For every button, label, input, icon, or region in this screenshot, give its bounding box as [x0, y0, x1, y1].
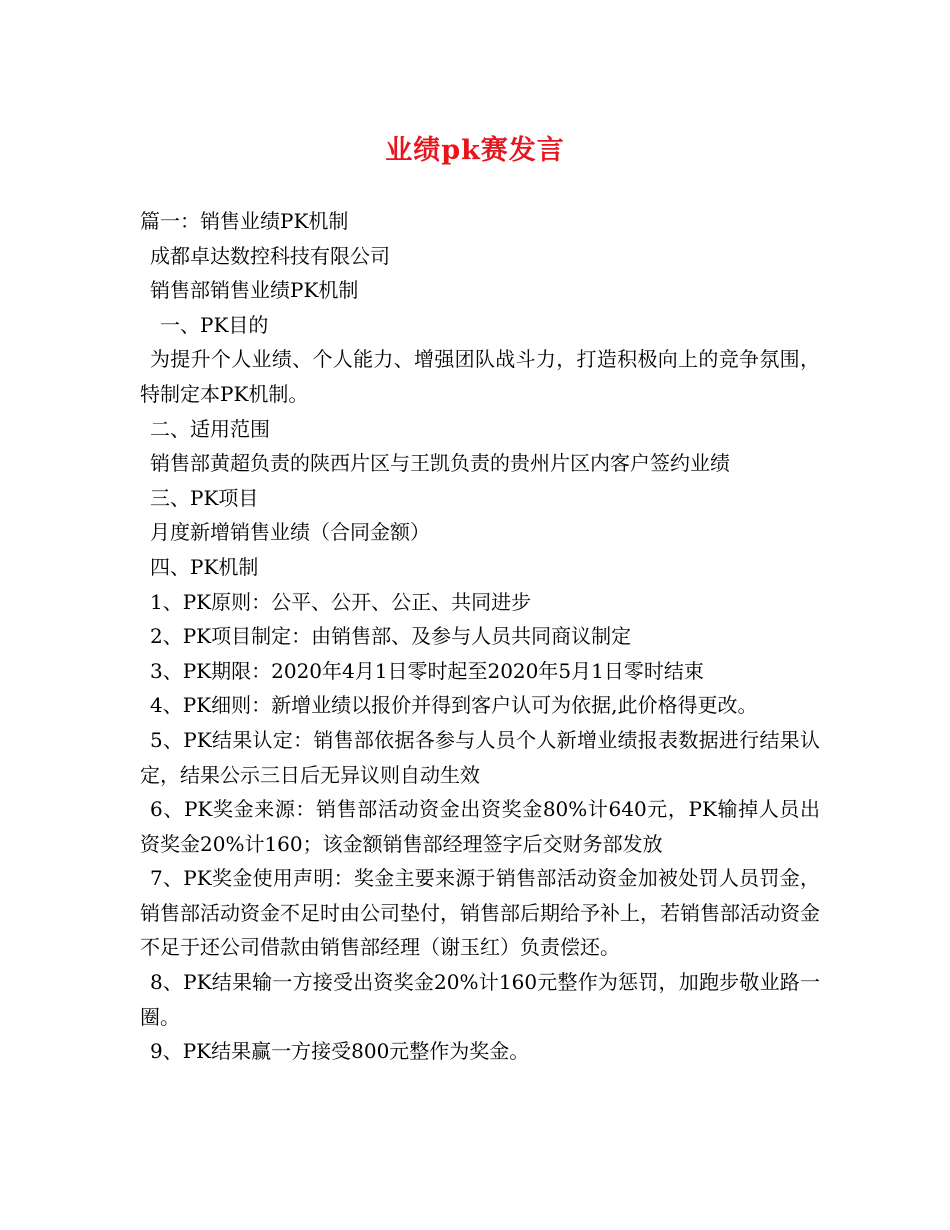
document-paragraph: 销售部销售业绩PK机制 [150, 278, 359, 303]
document-paragraph: 三、PK项目 [150, 485, 259, 510]
document-title: 业绩pk赛发言 [385, 135, 565, 166]
document-paragraph: 7、PK奖金使用声明：奖金主要来源于销售部活动资金加被处罚人员罚金，销售部活动资金不足时由公司垫付，销售部后期给予补上，若销售部活动资金不足于还公司借款由销售部经理（谢玉红）负责偿还。 [140, 866, 820, 960]
document-paragraph: 一、PK目的 [160, 312, 269, 337]
document-body [140, 204, 820, 1069]
document-paragraph: 3、PK期限：2020年4月1日零时起至2020年5月1日零时结束 [150, 658, 704, 683]
document-paragraph: 8、PK结果输一方接受出资奖金20%计160元整作为惩罚，加跑步敬业路一圈。 [140, 970, 820, 1029]
document-paragraph: 成都卓达数控科技有限公司 [150, 243, 390, 268]
document-paragraph: 9、PK结果赢一方接受800元整作为奖金。 [150, 1039, 530, 1064]
document-paragraph: 4、PK细则：新增业绩以报价并得到客户认可为依据,此价格得更改。 [150, 693, 758, 718]
document-paragraph: 为提升个人业绩、个人能力、增强团队战斗力，打造积极向上的竞争氛围，特制定本PK机制。 [140, 347, 820, 406]
document-paragraph: 6、PK奖金来源：销售部活动资金出资奖金80%计640元，PK输掉人员出资奖金20%计160；该金额销售部经理签字后交财务部发放 [140, 797, 820, 856]
document-paragraph: 四、PK机制 [150, 554, 259, 579]
document-paragraph: 1、PK原则：公平、公开、公正、共同进步 [150, 589, 532, 614]
document-paragraph: 5、PK结果认定：销售部依据各参与人员个人新增业绩报表数据进行结果认定，结果公示三日后无异议则自动生效 [140, 727, 820, 787]
document-paragraph: 篇一：销售业绩PK机制 [140, 209, 349, 233]
document-paragraph: 月度新增销售业绩（合同金额） [150, 520, 430, 545]
document-paragraph: 二、适用范围 [150, 416, 270, 441]
document-paragraph: 2、PK项目制定：由销售部、及参与人员共同商议制定 [150, 624, 632, 649]
document-paragraph: 销售部黄超负责的陕西片区与王凯负责的贵州片区内客户签约业绩 [150, 451, 730, 476]
